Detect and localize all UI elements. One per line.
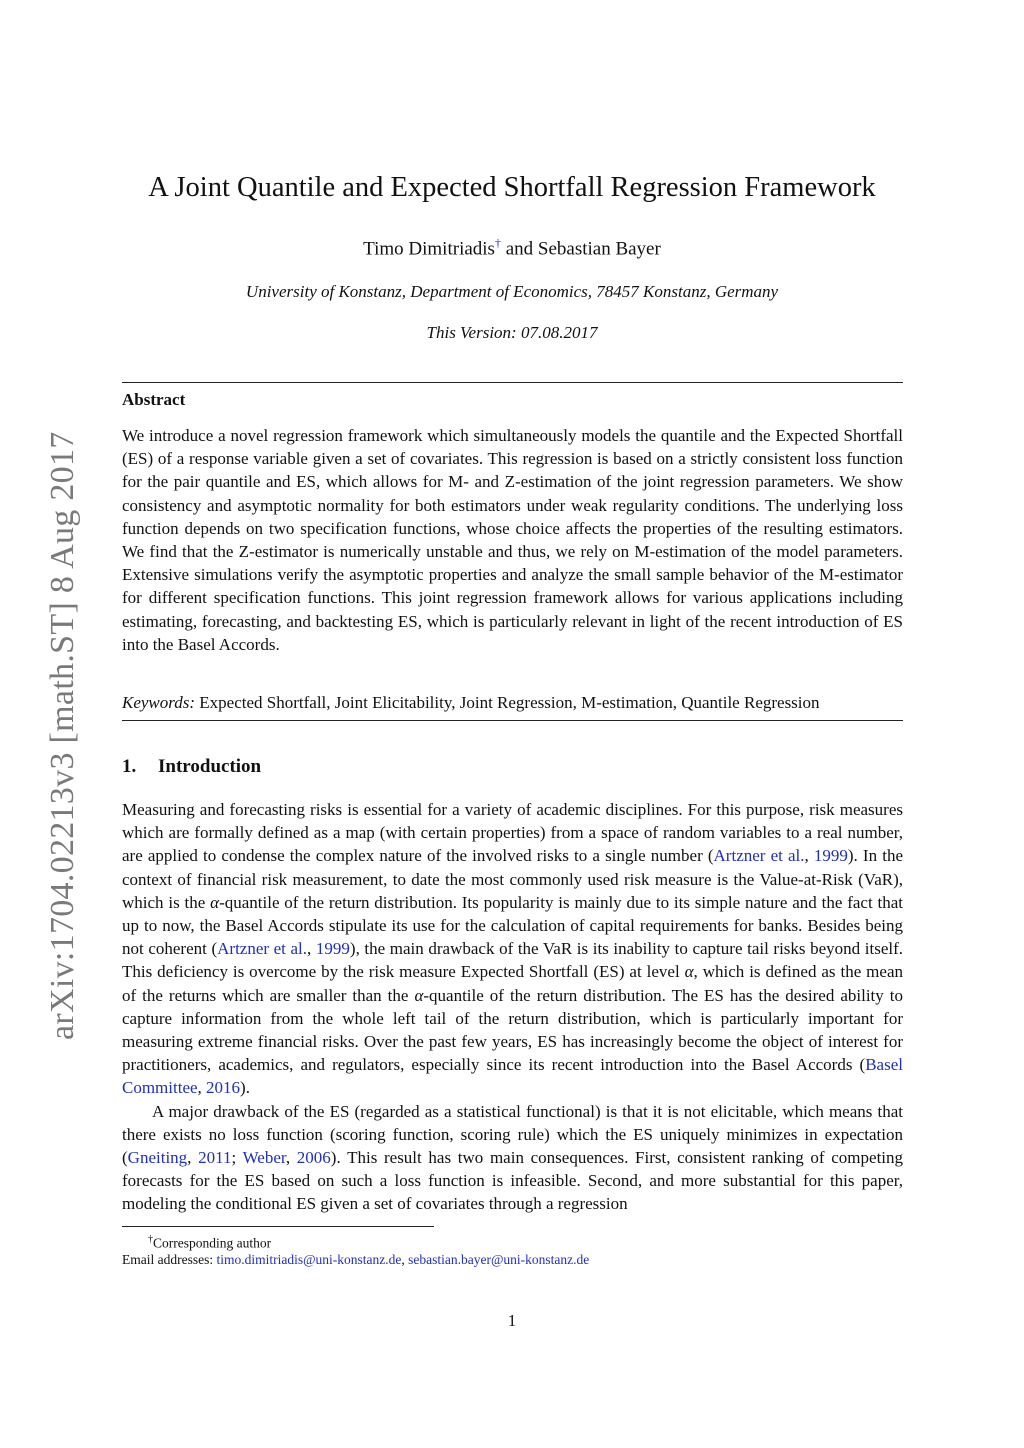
alpha-symbol: α	[684, 962, 694, 982]
paper-title: A Joint Quantile and Expected Shortfall Regression Framework	[148, 172, 876, 203]
section-heading	[122, 756, 261, 778]
citation-gneiting-2011[interactable]: Gneiting	[127, 1148, 188, 1168]
citation-basel-2016[interactable]: Basel Committee	[122, 1055, 903, 1098]
email-separator: ,	[401, 1252, 409, 1267]
footnote-corresponding	[148, 1234, 271, 1252]
text-run: ). This result has two main consequences. First, consistent ranking of competing forecasts for the ES based on such a loss function is infeasible. Second, and more substantial for this paper, modeling the conditional ES given a set of covariates through a regression	[122, 1148, 904, 1214]
citation-artzner-1999[interactable]	[714, 846, 805, 865]
keywords	[122, 693, 820, 713]
citation-year-link[interactable]: 1999	[813, 846, 848, 866]
text-run: ;	[231, 1148, 243, 1168]
footnote-rule	[122, 1226, 434, 1227]
text-run: Measuring and forecasting risks is essential for a variety of academic disciplines. For this purpose, risk measures which are formally defined as a map (with certain properties) from a space of random variables to a real number, are applied to condense the complex nature of the involved risks to a single number (	[122, 800, 903, 866]
footnote-text: Corresponding author	[153, 1235, 272, 1251]
citation-year-link[interactable]: 1999	[315, 939, 350, 959]
text-run: ,	[197, 1078, 207, 1098]
cite-author: Artzner et al.	[713, 846, 805, 866]
text-run: A major drawback of the ES (regarded as a statistical functional) is that it is not elicitable, which means that there exists no loss function (scoring function, scoring rule) which the ES uniquely minimizes in expectation (	[122, 1101, 903, 1168]
abstract-body: We introduce a novel regression framework which simultaneously models the quantile and the Expected Shortfall (ES) of a response variable given a set of covariates. This regression is based on a strictly consistent loss function for the pair quantile and ES, which allows for M- and Z-estimation of the joint regression parameters. We show consistency and asymptotic normality for both estimators under weak regularity conditions. The underlying loss function depends on two specification functions, whose choice affects the properties of the resulting estimators. We find that the Z-estimator is numerically unstable and thus, we rely on M-estimation of the model parameters. Extensive simulations verify the asymptotic properties and analyze the small sample behavior of the M-estimator for different specification functions. This joint regression framework allows for various applications including estimating, forecasting, and backtesting ES, which is particularly relevant in light of the recent introduction of ES into the Basel Accords.	[122, 426, 903, 654]
keywords-label: Keywords:	[122, 693, 196, 712]
email-link-dimitriadis[interactable]: timo.dimitriadis@uni-konstanz.de	[216, 1252, 402, 1267]
text-run: , which is defined as the mean of the returns which are smaller than the	[122, 962, 903, 1005]
abstract-top-rule	[122, 382, 903, 383]
page-number: 1	[507, 1311, 517, 1330]
text-run: -quantile of the return distribution. The ES has the desired ability to capture information from the whole left tail of the return distribution, which is particularly important for measuring extreme financial risks. Over the past few years, ES has increasingly become the object of interest for practitioners, academics, and regulators, especially since its recent introduction into the Basel Accords (	[122, 985, 903, 1075]
email-link-bayer[interactable]: sebastian.bayer@uni-konstanz.de	[408, 1252, 590, 1267]
alpha-symbol: α	[210, 892, 220, 912]
dagger-footnote-link[interactable]: †	[494, 236, 501, 250]
text-run: ), the main drawback of the VaR is its inability to capture tail risks beyond itself. This deficiency is overcome by the risk measure Expected Shortfall (ES) at level	[122, 939, 904, 982]
section-number: 1.	[122, 756, 137, 777]
affiliation: University of Konstanz, Department of Economics, 78457 Konstanz, Germany	[245, 282, 779, 301]
arxiv-stamp: arXiv:1704.02213v3 [math.ST] 8 Aug 2017	[44, 431, 81, 1040]
citation-weber-2006[interactable]: Weber	[242, 1148, 286, 1168]
section-title: Introduction	[158, 756, 262, 777]
introduction-body	[122, 798, 903, 1216]
footnote-mark: †	[148, 1234, 153, 1245]
text-run: ,	[307, 939, 316, 959]
author-first: Timo Dimitriadis	[363, 238, 495, 260]
citation-year-link[interactable]: 2006	[296, 1148, 331, 1168]
intro-paragraph-1	[122, 798, 903, 1100]
citation-artzner-1999[interactable]: Artzner et al.	[217, 939, 308, 959]
email-label: Email addresses:	[122, 1252, 217, 1267]
version-date: This Version: 07.08.2017	[426, 323, 598, 342]
text-run: -quantile of the return distribution. Its popularity is mainly due to its simple nature and the fact that up to now, the Basel Accords stipulate its use for the calculation of capital requirements for banks. Besides being not coherent (	[122, 892, 903, 959]
intro-paragraph-2	[122, 1100, 903, 1216]
abstract-bottom-rule	[122, 720, 903, 721]
alpha-symbol: α	[414, 985, 424, 1005]
keywords-text: Expected Shortfall, Joint Elicitability, Joint Regression, M-estimation, Quantile Regression	[195, 693, 820, 712]
abstract-heading: Abstract	[122, 390, 186, 409]
author-rest: and Sebastian Bayer	[500, 238, 661, 260]
text-run: ).	[240, 1078, 250, 1098]
text-run: ). In the context of financial risk measurement, to date the most commonly used risk measure is the Value-at-Risk (VaR), which is the	[122, 846, 903, 912]
text-run: ,	[187, 1148, 199, 1168]
text-run: ,	[804, 846, 814, 866]
citation-year-link[interactable]: 2011	[198, 1148, 232, 1168]
footnote-emails	[122, 1252, 589, 1268]
citation-year-link[interactable]: 2016	[206, 1078, 241, 1098]
text-run: ,	[285, 1148, 297, 1168]
authors	[0, 236, 1024, 260]
